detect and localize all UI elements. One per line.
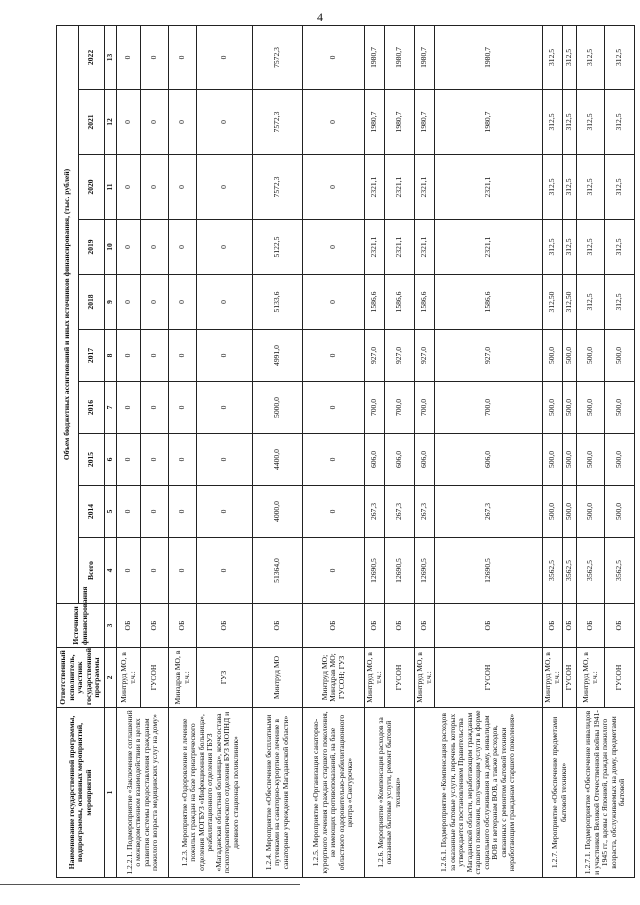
header-year-8: 2021 — [79, 90, 105, 155]
row-value: 2321,1 — [365, 220, 385, 275]
row-value: 700,0 — [385, 382, 415, 434]
row-executor: Минтруд МО, в т.ч.: — [117, 648, 141, 708]
column-number: 5 — [105, 486, 117, 538]
row-value: 312,5 — [605, 220, 635, 275]
row-name: 1.2.5. Мероприятие «Организация санаторно-курортного лечения граждан старшего поколения, не имеющих противопоказаний, на базе областного оздоровительно-реабилитационного центра «Снегурочка» — [303, 708, 365, 878]
row-name: 1.2.7. Мероприятие «Обеспечение предметами бытовой техники» — [543, 708, 577, 878]
row-value: 267,3 — [385, 486, 415, 538]
row-value: 0 — [197, 275, 253, 330]
row-value: 7572,3 — [253, 155, 303, 220]
row-value: 500,0 — [563, 434, 577, 486]
row-value: 500,0 — [563, 330, 577, 382]
table-row — [577, 25, 605, 877]
row-value: 12690,5 — [435, 538, 543, 604]
row-source: ОБ — [605, 604, 635, 648]
row-value: 500,0 — [605, 330, 635, 382]
header-year-7: 2020 — [79, 155, 105, 220]
row-value: 1586,6 — [435, 275, 543, 330]
row-value: 2321,1 — [365, 155, 385, 220]
footer-rule — [0, 884, 300, 885]
row-value: 2321,1 — [385, 155, 415, 220]
row-value: 0 — [197, 220, 253, 275]
column-number: 1 — [105, 708, 117, 878]
row-value: 0 — [117, 538, 141, 604]
row-value: 3562,5 — [543, 538, 563, 604]
row-source: ОБ — [415, 604, 435, 648]
row-value: 267,3 — [435, 486, 543, 538]
row-value: 700,0 — [365, 382, 385, 434]
row-value: 0 — [303, 220, 365, 275]
row-value: 0 — [141, 90, 169, 155]
row-value: 0 — [197, 434, 253, 486]
row-value: 1980,7 — [365, 25, 385, 89]
row-source: ОБ — [303, 604, 365, 648]
row-name: 1.2.4. Мероприятие «Обеспечение бесплатными путевками на санаторно-курортное лечение в санаторные учреждения Магаданской области» — [253, 708, 303, 878]
row-value: 0 — [197, 90, 253, 155]
row-executor: ГУСОН — [385, 648, 415, 708]
row-value: 0 — [117, 220, 141, 275]
row-value: 0 — [169, 486, 197, 538]
row-value: 312,5 — [563, 155, 577, 220]
table-row — [117, 25, 141, 877]
row-value: 0 — [117, 155, 141, 220]
row-name: 1.2.6.1. Подмероприятие «Компенсация расходов за оказанные бытовые услуги, перечень которых утверждается постановлением Правительства Магаданской области, неработающим гражданам старшего поколения, получающим услуги в форме социального обслуживания на дому, инвалидам ВОВ и ветеранам ВОВ, а также расходов, связанных с ремонтом бытовой техники неработающим гражданам старшего поколения» — [415, 708, 543, 878]
row-value: 1980,7 — [435, 25, 543, 89]
row-value: 0 — [197, 330, 253, 382]
table-row — [253, 25, 303, 877]
row-value: 0 — [117, 434, 141, 486]
row-source: ОБ — [117, 604, 141, 648]
row-executor: ГУСОН — [435, 648, 543, 708]
row-value: 0 — [303, 275, 365, 330]
row-value: 51364,0 — [253, 538, 303, 604]
row-value: 0 — [197, 538, 253, 604]
table-row — [415, 25, 435, 877]
row-source: ОБ — [577, 604, 605, 648]
row-value: 700,0 — [435, 382, 543, 434]
row-value: 0 — [197, 486, 253, 538]
row-value: 0 — [141, 275, 169, 330]
row-value: 1980,7 — [385, 90, 415, 155]
row-value: 2321,1 — [415, 155, 435, 220]
funding-table — [56, 25, 635, 878]
row-value: 312,5 — [543, 155, 563, 220]
column-number: 7 — [105, 382, 117, 434]
column-number: 8 — [105, 330, 117, 382]
row-value: 312,5 — [563, 25, 577, 89]
row-source: ОБ — [169, 604, 197, 648]
row-source: ОБ — [141, 604, 169, 648]
header-name: Наименование государственной программы, подпрограммы, основных мероприятий, мероприятий — [57, 708, 105, 878]
row-executor: ГУСОН — [141, 648, 169, 708]
header-executor: Ответственный исполнитель, участник государственной программы — [57, 648, 105, 708]
column-number: 4 — [105, 538, 117, 604]
column-number: 3 — [105, 604, 117, 648]
rotated-table-frame — [56, 26, 627, 878]
row-value: 0 — [141, 155, 169, 220]
row-value: 0 — [303, 538, 365, 604]
row-value: 312,5 — [605, 155, 635, 220]
row-value: 1980,7 — [415, 90, 435, 155]
row-value: 312,5 — [605, 275, 635, 330]
row-value: 3562,5 — [577, 538, 605, 604]
row-value: 267,3 — [415, 486, 435, 538]
row-value: 5122,5 — [253, 220, 303, 275]
header-year-3: 2016 — [79, 382, 105, 434]
row-source: ОБ — [253, 604, 303, 648]
row-value: 927,0 — [415, 330, 435, 382]
row-value: 5133,6 — [253, 275, 303, 330]
row-value: 1980,7 — [365, 90, 385, 155]
row-value: 500,0 — [543, 434, 563, 486]
row-value: 0 — [141, 382, 169, 434]
row-value: 312,5 — [543, 25, 563, 89]
row-value: 500,0 — [577, 382, 605, 434]
column-number: 12 — [105, 90, 117, 155]
row-value: 0 — [197, 25, 253, 89]
header-year-5: 2018 — [79, 275, 105, 330]
row-value: 2321,1 — [415, 220, 435, 275]
column-number: 6 — [105, 434, 117, 486]
column-number: 11 — [105, 155, 117, 220]
row-value: 312,5 — [577, 275, 605, 330]
row-value: 0 — [303, 434, 365, 486]
row-value: 3562,5 — [605, 538, 635, 604]
row-value: 2321,1 — [435, 155, 543, 220]
row-value: 267,3 — [365, 486, 385, 538]
table-row — [303, 25, 365, 877]
row-value: 312,5 — [605, 90, 635, 155]
row-value: 2321,1 — [435, 220, 543, 275]
row-value: 0 — [169, 220, 197, 275]
row-value: 12690,5 — [415, 538, 435, 604]
header-funding: Объем бюджетных ассигнований и иных источников финансирования, (тыс. рублей) — [57, 25, 79, 603]
row-value: 0 — [303, 90, 365, 155]
row-value: 312,5 — [563, 220, 577, 275]
table-row — [169, 25, 197, 877]
row-value: 500,0 — [577, 330, 605, 382]
row-executor: ГУЗ — [197, 648, 253, 708]
column-number: 9 — [105, 275, 117, 330]
row-executor: Минтруд МО, в т.ч.: — [543, 648, 563, 708]
row-value: 312,50 — [563, 275, 577, 330]
row-value: 312,5 — [563, 90, 577, 155]
row-value: 0 — [117, 330, 141, 382]
row-executor: Минздрав МО, в т.ч.: — [169, 648, 197, 708]
row-value: 606,0 — [415, 434, 435, 486]
row-value: 500,0 — [605, 382, 635, 434]
row-executor: ГУСОН — [563, 648, 577, 708]
row-source: ОБ — [435, 604, 543, 648]
row-value: 500,0 — [577, 486, 605, 538]
row-value: 0 — [141, 538, 169, 604]
row-value: 500,0 — [543, 382, 563, 434]
row-value: 312,5 — [577, 90, 605, 155]
row-value: 0 — [169, 155, 197, 220]
row-source: ОБ — [543, 604, 563, 648]
row-value: 7572,3 — [253, 90, 303, 155]
row-value: 0 — [117, 25, 141, 89]
column-number: 2 — [105, 648, 117, 708]
row-value: 312,5 — [577, 25, 605, 89]
row-value: 0 — [141, 25, 169, 89]
row-value: 0 — [169, 330, 197, 382]
row-name: 1.2.6. Мероприятие «Компенсация расходов за оказанные бытовые услуги, ремонт бытовой техники» — [365, 708, 415, 878]
row-value: 606,0 — [365, 434, 385, 486]
row-value: 0 — [141, 486, 169, 538]
row-executor: Минтруд МО, в т.ч.: — [415, 648, 435, 708]
row-name: 1.2.7.1. Подмероприятие «Обеспечение инвалидов и участников Великой Отечественной войны 1941-1945 гг., вдовы с Японией, граждан пожилого возраста, обслуживаемых на дому, предметами бытовой — [577, 708, 635, 878]
table-row — [543, 25, 563, 877]
row-value: 0 — [169, 434, 197, 486]
row-executor: Минтруд МО; Минздрав МО; ГУСОН; ГУЗ — [303, 648, 365, 708]
row-value: 0 — [169, 382, 197, 434]
row-value: 700,0 — [415, 382, 435, 434]
header-year-0: Всего — [79, 538, 105, 604]
row-value: 500,0 — [577, 434, 605, 486]
row-value: 4000,0 — [253, 486, 303, 538]
page-number: 4 — [317, 10, 323, 24]
row-value: 0 — [303, 25, 365, 89]
row-value: 0 — [117, 382, 141, 434]
row-value: 0 — [141, 330, 169, 382]
column-number: 13 — [105, 25, 117, 89]
row-value: 1980,7 — [415, 25, 435, 89]
row-value: 0 — [303, 155, 365, 220]
row-value: 3562,5 — [563, 538, 577, 604]
row-executor: Минтруд МО — [253, 648, 303, 708]
row-value: 0 — [303, 382, 365, 434]
row-value: 1586,6 — [385, 275, 415, 330]
row-value: 0 — [303, 486, 365, 538]
row-value: 1980,7 — [435, 90, 543, 155]
row-value: 1586,6 — [365, 275, 385, 330]
row-source: ОБ — [365, 604, 385, 648]
column-number: 10 — [105, 220, 117, 275]
row-value: 0 — [303, 330, 365, 382]
row-value: 312,5 — [543, 220, 563, 275]
row-source: ОБ — [563, 604, 577, 648]
row-value: 5000,0 — [253, 382, 303, 434]
row-value: 0 — [117, 486, 141, 538]
row-value: 0 — [141, 434, 169, 486]
header-year-4: 2017 — [79, 330, 105, 382]
row-value: 500,0 — [543, 486, 563, 538]
row-value: 312,5 — [577, 220, 605, 275]
row-value: 312,5 — [605, 25, 635, 89]
row-value: 0 — [169, 275, 197, 330]
row-value: 927,0 — [435, 330, 543, 382]
header-source: Источники финансирования — [57, 604, 105, 648]
header-year-1: 2014 — [79, 486, 105, 538]
row-value: 500,0 — [605, 486, 635, 538]
row-executor: ГУСОН — [605, 648, 635, 708]
row-value: 0 — [169, 538, 197, 604]
header-year-9: 2022 — [79, 25, 105, 89]
table-container — [56, 26, 627, 878]
row-value: 500,0 — [563, 382, 577, 434]
row-value: 0 — [169, 25, 197, 89]
row-value: 1980,7 — [385, 25, 415, 89]
row-value: 312,5 — [577, 155, 605, 220]
row-executor: Минтруд МО, в т.ч.: — [365, 648, 385, 708]
row-value: 927,0 — [365, 330, 385, 382]
row-source: ОБ — [197, 604, 253, 648]
row-value: 0 — [197, 155, 253, 220]
row-value: 606,0 — [435, 434, 543, 486]
row-value: 12690,5 — [385, 538, 415, 604]
header-year-6: 2019 — [79, 220, 105, 275]
row-value: 0 — [117, 275, 141, 330]
row-name: 1.2.2.1. Подмероприятие «Заключение соглашений о межведомственном взаимодействии в целях развития системы предоставления гражданам пожилого возраста медицинских услуг на дому» — [117, 708, 169, 878]
row-value: 500,0 — [543, 330, 563, 382]
row-value: 606,0 — [385, 434, 415, 486]
table-row — [365, 25, 385, 877]
row-name: 1.2.3. Мероприятие «Оздоровление и лечение пожилых граждан на базе гериатрического отделения МОГБУЗ «Инфекционная больница», реабилитационного отделения ГБУЗ «Магаданская областная больница», коечсостава психотерапевтического отделения БУЗ МОПНД и дневного стационара поликлиник» — [169, 708, 253, 878]
header-year-2: 2015 — [79, 434, 105, 486]
row-value: 2321,1 — [385, 220, 415, 275]
row-value: 4991,0 — [253, 330, 303, 382]
row-value: 500,0 — [563, 486, 577, 538]
row-value: 500,0 — [605, 434, 635, 486]
row-value: 7572,3 — [253, 25, 303, 89]
row-value: 1586,6 — [415, 275, 435, 330]
row-source: ОБ — [385, 604, 415, 648]
row-executor: Минтруд МО, в т.ч.: — [577, 648, 605, 708]
row-value: 927,0 — [385, 330, 415, 382]
row-value: 312,50 — [543, 275, 563, 330]
row-value: 4400,0 — [253, 434, 303, 486]
row-value: 0 — [117, 90, 141, 155]
row-value: 312,5 — [543, 90, 563, 155]
row-value: 0 — [197, 382, 253, 434]
row-value: 0 — [169, 90, 197, 155]
row-value: 0 — [141, 220, 169, 275]
row-value: 12690,5 — [365, 538, 385, 604]
